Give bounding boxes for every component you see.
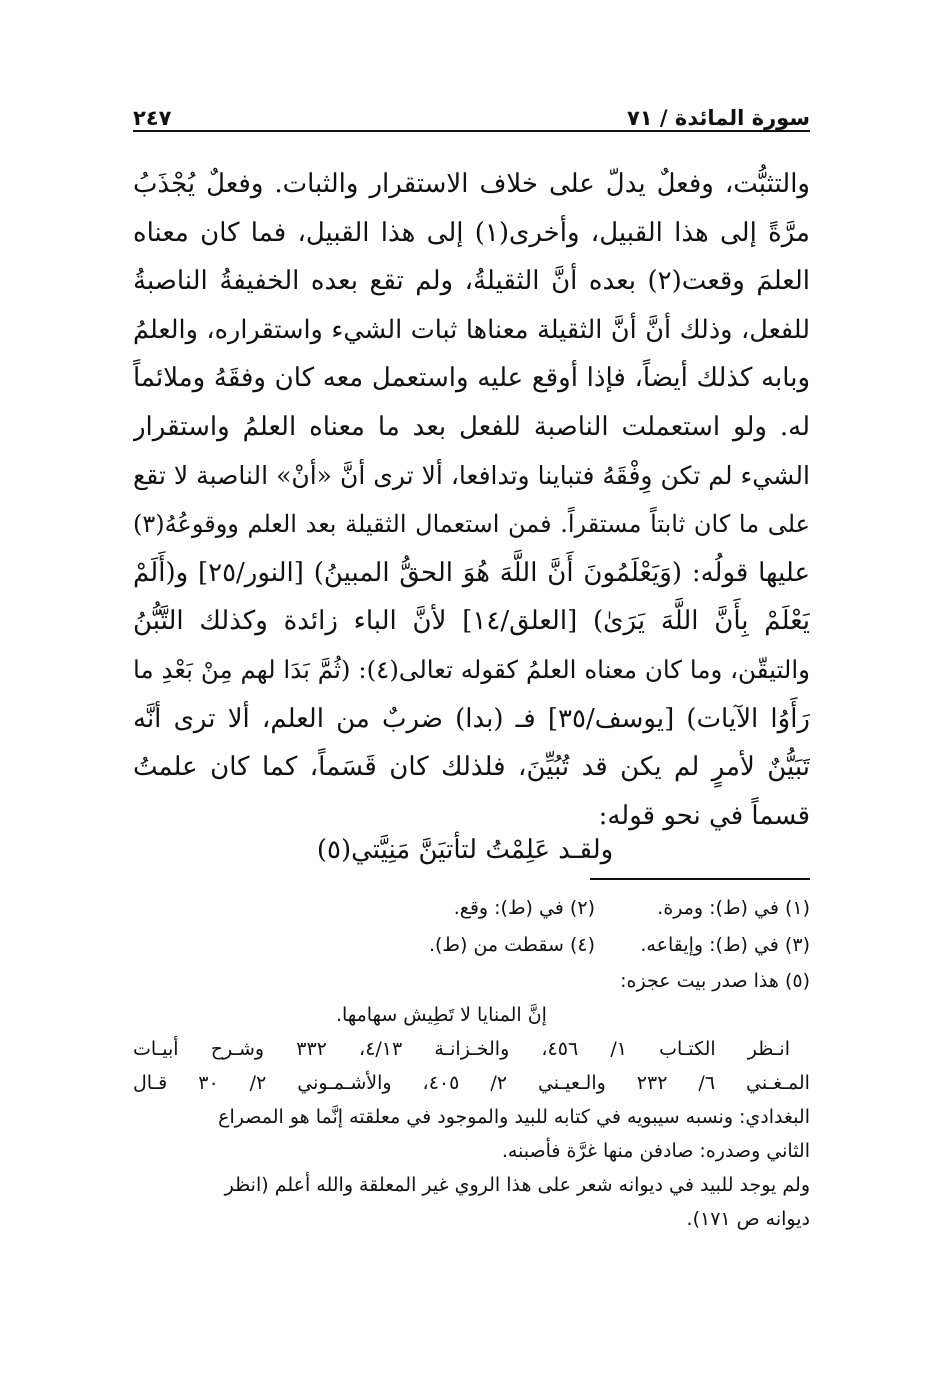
footnote-5-line: ولم يوجد للبيد في ديوانه شعر على هذا الروي غير المعلقة والله أعلم (انظر <box>224 1174 810 1196</box>
surah-reference: سورة المائدة / ٧١ <box>626 106 810 130</box>
footnote-5-hemistich: إنَّ المنايا لا تَطِيش سهامها. <box>336 1004 547 1026</box>
text-line: على ما كان ثابتاً مستقراً. فمن استعمال الثقيلة بعد العلم ووقوعُهُ(٣) <box>133 510 810 539</box>
poetry-verse: ولقـد عَلِمْتُ لتأتيَنَّ مَنِيَّتي(٥) <box>316 835 614 865</box>
text-line: يَعْلَمْ بِأَنَّ اللَّهَ يَرَىٰ) [العلق/١٤] لأنَّ الباء زائدة وكذلك التَّبُّنُ <box>133 606 810 637</box>
footnote-2: (٢) في (ط): وقع. <box>453 897 595 919</box>
footnote-5-line: المـغـني ٦/ ٢٣٢ والـعيـني ٢/ ٤٠٥، والأشـمـوني ٢/ ٣٠ قـال <box>133 1072 810 1094</box>
page-header <box>133 100 810 130</box>
text-line: العلمَ وقعت(٢) بعده أنَّ الثقيلةُ، ولم تقع بعده الخفيفةُ الناصبةُ <box>133 266 810 297</box>
footnote-separator <box>590 878 810 880</box>
footnote-5-intro: (٥) هذا صدر بيت عجزه: <box>620 970 810 992</box>
text-line: له. ولو استعملت الناصبة للفعل بعد ما معناه العلمُ واستقرار <box>133 411 810 442</box>
footnote-1: (١) في (ط): ومرة. <box>657 897 810 919</box>
text-line: والتيقّن، وما كان معناه العلمُ كقوله تعالى(٤): (ثُمَّ بَدَا لهم مِنْ بَعْدِ ما <box>133 654 810 684</box>
page-number: ٢٤٧ <box>133 106 172 130</box>
text-line: وبابه كذلك أيضاً، فإذا أوقع عليه واستعمل معه كان وفقَهُ وملائماً <box>133 363 810 394</box>
text-line: قسماً في نحو قوله: <box>598 800 810 831</box>
text-line: مرَّةً إلى هذا القبيل، وأخرى(١) إلى هذا القبيل، فما كان معناه <box>133 217 810 248</box>
text-line: تَبَيُّنٌ لأمرٍ لم يكن قد تُبُيِّنَ، فلذلك كان قَسَماً، كما كان علمتُ <box>133 752 810 783</box>
text-line: للفعل، وذلك أنَّ أنَّ الثقيلة معناها ثبات الشيء واستقراره، والعلمُ <box>133 314 810 345</box>
footnotes <box>133 890 810 1236</box>
footnote-5-line: انـظر الكتـاب ١/ ٤٥٦، والخـزانـة ٤/١٣، ٣٣٢ وشـرح أبيـات <box>133 1038 791 1060</box>
text-line: رَأَوُا الآيات) [يوسف/٣٥] فـ (بدا) ضربٌ من العلم، ألا ترى أنَّه <box>133 703 810 734</box>
footnote-4: (٤) سقطت من (ط). <box>428 934 595 956</box>
footnote-row <box>133 927 810 964</box>
footnote-3: (٣) في (ط): وإيقاعه. <box>640 934 810 956</box>
footnote-5-line: البغدادي: ونسبه سيبويه في كتابه للبيد والموجود في معلقته إنَّما هو المصراع <box>218 1106 810 1128</box>
text-line: الشيء لم تكن وِفْقَهُ فتباينا وتدافعا، ألا ترى أنَّ «أنْ» الناصبة لا تقع <box>133 460 810 490</box>
header-rule <box>133 130 810 132</box>
footnote-5-line: ديوانه ص ١٧١). <box>686 1208 810 1230</box>
main-text <box>133 160 810 840</box>
footnote-5-line: الثاني وصدره: صادفن منها غرَّة فأصبنه. <box>501 1140 810 1162</box>
text-line: عليها قولُه: (وَيَعْلَمُونَ أَنَّ اللَّهَ هُوَ الحقُّ المبينُ) [النور/٢٥] و(أَلَمْ <box>133 557 810 588</box>
footnote-row <box>133 890 810 927</box>
text-line: والتثبُّت، وفعلٌ يدلّ على خلاف الاستقرار والثبات. وفعلٌ يُجْذَبُ <box>133 169 810 199</box>
